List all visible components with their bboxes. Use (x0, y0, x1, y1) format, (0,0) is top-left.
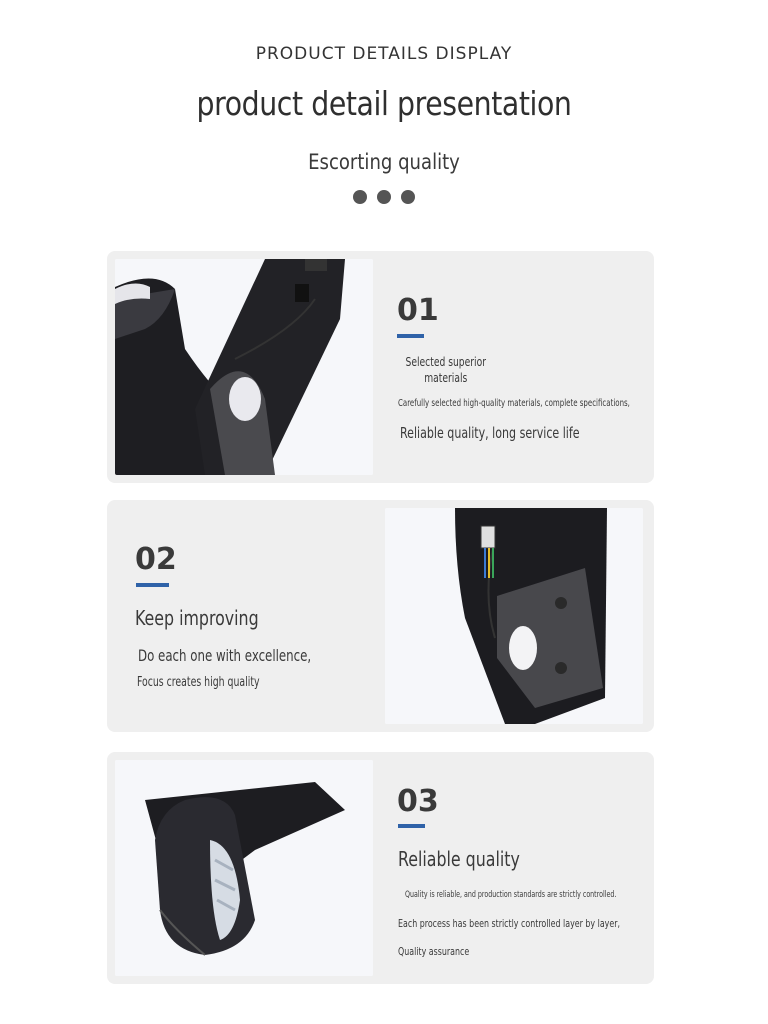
card-line-1: Carefully selected high-quality materials, complete specifications, (398, 398, 630, 409)
dots-decoration (0, 190, 768, 204)
card-number: 03 (397, 784, 439, 819)
mirror-connector-photo (385, 508, 643, 724)
card-line-2: Focus creates high quality (137, 675, 260, 690)
mirror-back-bracket-photo (115, 259, 373, 475)
card-number: 02 (135, 542, 177, 577)
detail-card-3 (107, 752, 654, 984)
card-line-1: Quality is reliable, and production standards are strictly controlled. (405, 890, 617, 900)
card-line-3: Quality assurance (398, 945, 470, 958)
accent-bar (397, 334, 424, 338)
dot-icon (401, 190, 415, 204)
card-title: Selected superior materials (405, 355, 486, 385)
dot-icon (377, 190, 391, 204)
card-title: Keep improving (135, 606, 259, 630)
accent-bar (398, 824, 425, 828)
card-line-2: Reliable quality, long service life (400, 424, 580, 442)
mirror-front-signal-photo (115, 760, 373, 976)
eyebrow-label: PRODUCT DETAILS DISPLAY (255, 44, 513, 64)
page-subtitle: Escorting quality (308, 150, 460, 174)
card-line-1: Do each one with excellence, (138, 646, 312, 665)
card-number: 01 (397, 293, 439, 328)
accent-bar (136, 583, 169, 587)
dot-icon (353, 190, 367, 204)
detail-card-2 (107, 500, 654, 732)
card-line-2: Each process has been strictly controlled layer by layer, (398, 917, 621, 930)
detail-card-1 (107, 251, 654, 483)
card-title: Reliable quality (398, 847, 520, 871)
page-title: product detail presentation (196, 84, 572, 123)
